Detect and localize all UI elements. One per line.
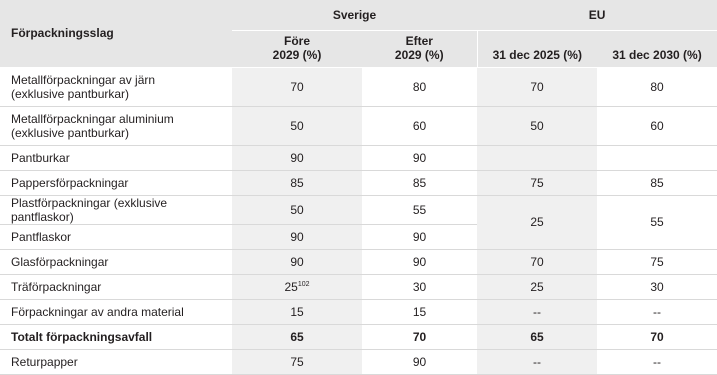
cell-sweden-after: 90 <box>362 349 477 374</box>
cell-eu-2025: -- <box>477 299 597 324</box>
cell-sweden-after: 90 <box>362 224 477 249</box>
cell-sweden-before: 90 <box>232 145 362 170</box>
row-label: Metallförpackningar av järn (exklusive pantburkar) <box>0 67 232 106</box>
row-label: Glasförpackningar <box>0 249 232 274</box>
cell-sweden-before: 50 <box>232 106 362 145</box>
cell-eu-2030: -- <box>597 299 717 324</box>
total-row <box>0 324 717 349</box>
header-sweden-after: Efter 2029 (%) <box>362 30 477 67</box>
cell-eu-2030: 85 <box>597 170 717 195</box>
cell-sweden-after: 90 <box>362 145 477 170</box>
cell-eu-2025-merged: 25 <box>477 195 597 249</box>
cell-sweden-before: $25^{102}$ <box>232 274 362 299</box>
cell-sweden-after: 30 <box>362 274 477 299</box>
cell-eu-2025 <box>477 145 597 170</box>
row-label: Pappersförpackningar <box>0 170 232 195</box>
table-row <box>0 67 717 106</box>
table-row <box>0 195 717 224</box>
cell-eu-2025: -- <box>477 349 597 374</box>
table-row <box>0 349 717 374</box>
cell-eu-2025: 25 <box>477 274 597 299</box>
cell-sweden-after: 90 <box>362 249 477 274</box>
header-packaging-type: Förpackningsslag <box>0 0 232 67</box>
cell-eu-2030: 60 <box>597 106 717 145</box>
cell-sweden-before: 70 <box>232 67 362 106</box>
footnote-ref: 102 <box>297 280 310 288</box>
cell-eu-2030: 30 <box>597 274 717 299</box>
row-label: Totalt förpackningsavfall <box>0 324 232 349</box>
header-eu-2030: 31 dec 2030 (%) <box>597 30 717 67</box>
cell-sweden-before: 50 <box>232 195 362 224</box>
row-label: Metallförpackningar aluminium (exklusive pantburkar) <box>0 106 232 145</box>
cell-sweden-before: 15 <box>232 299 362 324</box>
cell-sweden-before: 90 <box>232 249 362 274</box>
table-row <box>0 299 717 324</box>
cell-sweden-before: 85 <box>232 170 362 195</box>
cell-sweden-before: 75 <box>232 349 362 374</box>
cell-eu-2025: 50 <box>477 106 597 145</box>
cell-sweden-after: 55 <box>362 195 477 224</box>
table-row <box>0 170 717 195</box>
cell-eu-2025: 70 <box>477 67 597 106</box>
cell-eu-2030: 80 <box>597 67 717 106</box>
cell-sweden-after: 85 <box>362 170 477 195</box>
cell-sweden-after: 70 <box>362 324 477 349</box>
row-label: Pantflaskor <box>0 224 232 249</box>
cell-eu-2025: 65 <box>477 324 597 349</box>
header-sweden-before: Före 2029 (%) <box>232 30 362 67</box>
table-row <box>0 274 717 299</box>
header-eu-2025: 31 dec 2025 (%) <box>477 30 597 67</box>
cell-sweden-after: 15 <box>362 299 477 324</box>
row-label: Plastförpackningar (exklusive pantflaskor) <box>0 195 232 224</box>
cell-eu-2030: 75 <box>597 249 717 274</box>
header-group-sweden: Sverige <box>232 0 477 30</box>
row-label: Returpapper <box>0 349 232 374</box>
row-label: Pantburkar <box>0 145 232 170</box>
cell-sweden-after: 60 <box>362 106 477 145</box>
row-label: Förpackningar av andra material <box>0 299 232 324</box>
table-row <box>0 145 717 170</box>
cell-sweden-before: 65 <box>232 324 362 349</box>
cell-sweden-before: 90 <box>232 224 362 249</box>
cell-sweden-after: 80 <box>362 67 477 106</box>
cell-eu-2030: 70 <box>597 324 717 349</box>
cell-eu-2030 <box>597 145 717 170</box>
table-row <box>0 106 717 145</box>
cell-eu-2030-merged: 55 <box>597 195 717 249</box>
row-label: Träförpackningar <box>0 274 232 299</box>
cell-eu-2025: 75 <box>477 170 597 195</box>
cell-eu-2025: 70 <box>477 249 597 274</box>
table-row <box>0 249 717 274</box>
header-group-eu: EU <box>477 0 717 30</box>
cell-eu-2030: -- <box>597 349 717 374</box>
